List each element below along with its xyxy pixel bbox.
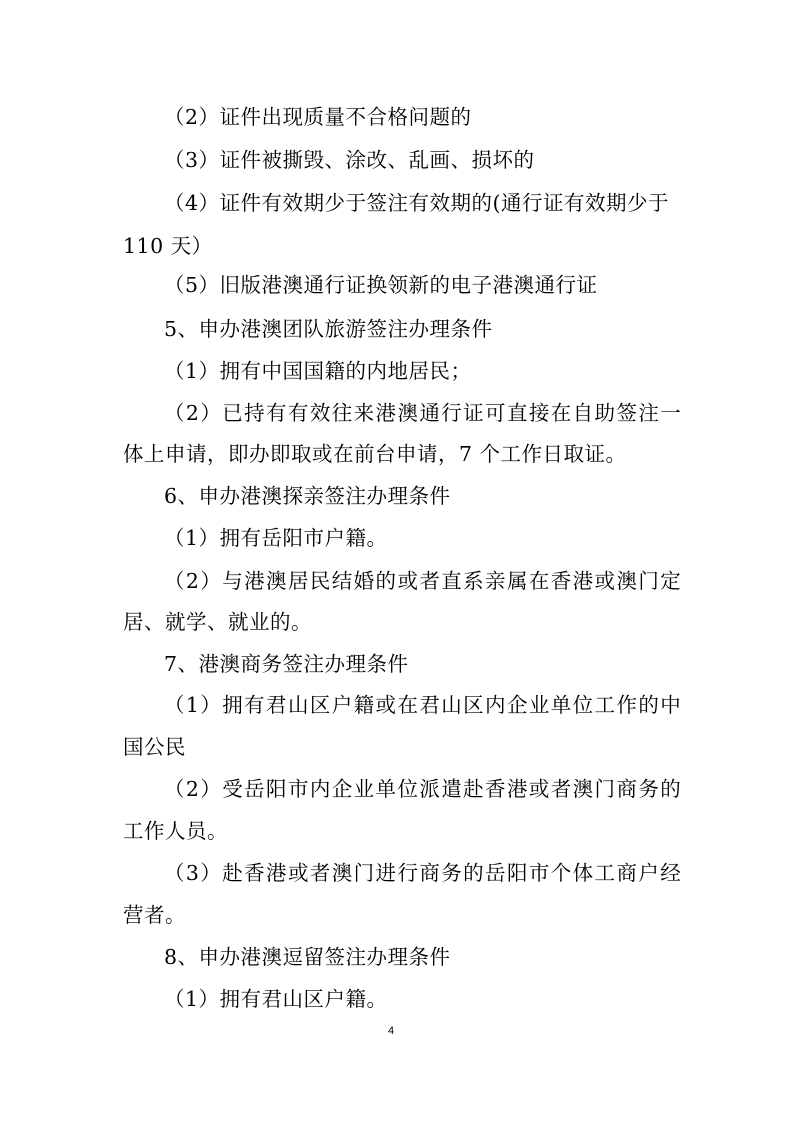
paragraph-line: （2）与港澳居民结婚的或者直系亲属在香港或澳门定 (164, 569, 683, 593)
paragraph-line: （1）拥有君山区户籍或在君山区内企业单位工作的中 (164, 693, 683, 717)
paragraph-line: 工作人员。 (123, 819, 228, 843)
section-heading: 6、申办港澳探亲签注办理条件 (164, 484, 451, 508)
page-number: 4 (388, 1025, 395, 1037)
paragraph-line: （2）已持有有效往来港澳通行证可直接在自助签注一 (164, 401, 683, 425)
paragraph-line: 体上申请，即办即取或在前台申请，7 个工作日取证。 (123, 442, 627, 466)
paragraph-line: （1）拥有中国国籍的内地居民； (164, 359, 472, 383)
paragraph-line: （1）拥有岳阳市户籍。 (164, 526, 388, 550)
section-heading: 8、申办港澳逗留签注办理条件 (164, 945, 451, 969)
paragraph-line: 营者。 (123, 903, 186, 927)
paragraph-line: （4）证件有效期少于签注有效期的(通行证有效期少于 (164, 191, 670, 215)
section-heading: 5、申办港澳团队旅游签注办理条件 (164, 317, 493, 341)
paragraph-line: （5）旧版港澳通行证换领新的电子港澳通行证 (164, 273, 598, 297)
section-heading: 7、港澳商务签注办理条件 (164, 652, 409, 676)
paragraph-line: （3）赴香港或者澳门进行商务的岳阳市个体工商户经 (164, 861, 683, 885)
paragraph-line: （2）受岳阳市内企业单位派遣赴香港或者澳门商务的 (164, 777, 683, 801)
paragraph-line: （3）证件被撕毁、涂改、乱画、损坏的 (164, 148, 535, 172)
paragraph-line: （2）证件出现质量不合格问题的 (164, 105, 472, 129)
paragraph-line: 国公民 (123, 735, 186, 759)
paragraph-line: 110 天） (123, 234, 213, 258)
paragraph-line: 居、就学、就业的。 (123, 610, 312, 634)
paragraph-line: （1）拥有君山区户籍。 (164, 987, 388, 1011)
